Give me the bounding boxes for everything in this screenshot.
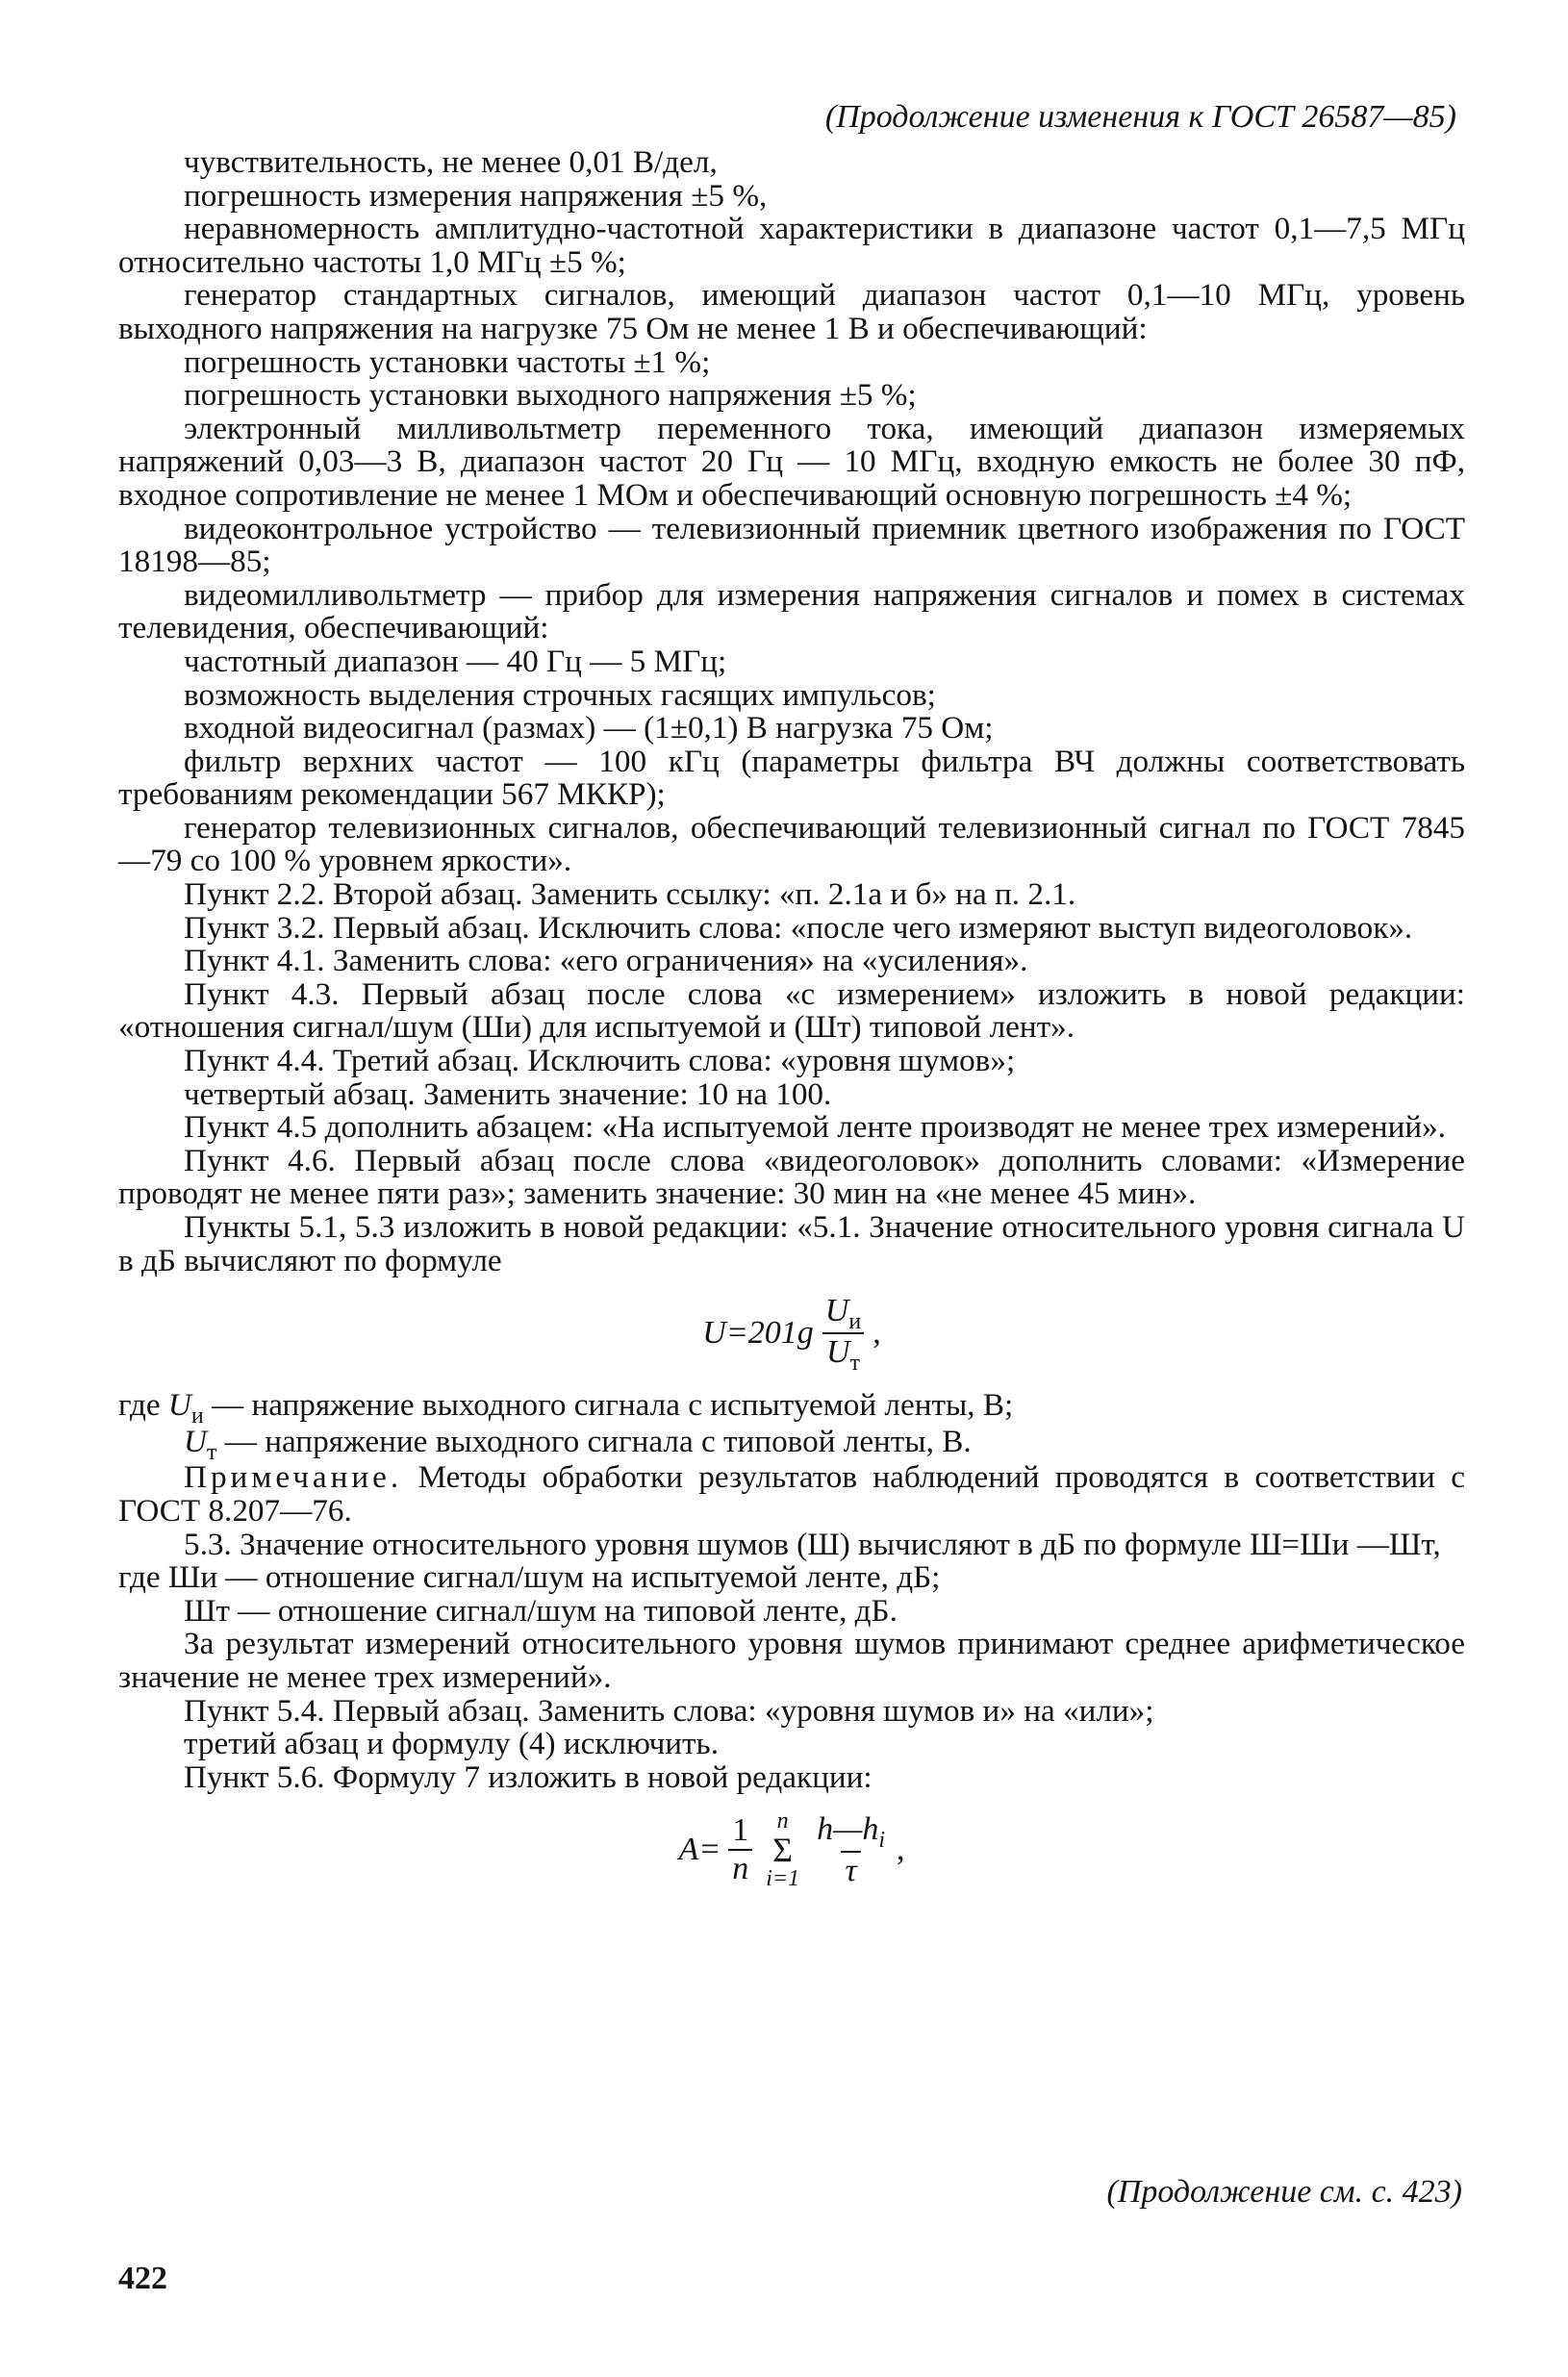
text-line: За результат измерений относительного уровня шумов принимают среднее арифметическое значение не менее трех измерений». — [118, 1626, 1465, 1695]
text-line: генератор телевизионных сигналов, обеспечивающий телевизионный сигнал по ГОСТ 7845—79 со 100 % уровнем яркости». — [118, 809, 1465, 879]
text-line: погрешность установки частоты ±1 %; — [184, 343, 711, 380]
where-definition: — напряжение выходного сигнала с испытуемой ленты, В; — [211, 1387, 1014, 1424]
signal-level-formula — [118, 1277, 1465, 1389]
text-line: погрешность установки выходного напряжения ±5 %; — [184, 377, 917, 414]
formula-fraction — [822, 1293, 865, 1377]
text-line: Пункт 5.4. Первый абзац. Заменить слова: «уровня шумов и» на «или»; — [184, 1692, 1154, 1729]
formula-denominator-sub: т — [849, 1351, 861, 1377]
page-number: 422 — [118, 2261, 167, 2296]
where-prefix: где — [118, 1387, 161, 1424]
formula-denominator: U — [825, 1334, 850, 1371]
text-line: четвертый абзац. Заменить значение: 10 на 100. — [184, 1075, 832, 1112]
sum-lower: i=1 — [766, 1866, 800, 1892]
where-symbol: U — [167, 1387, 191, 1424]
text-line: Пункт 4.6. Первый абзац после слова «видеоголовок» дополнить словами: «Измерение проводят не менее пяти раз»; заменить значение: 30 мин на «не менее 45 мин». — [118, 1142, 1465, 1212]
formula2-lhs: A= — [678, 1832, 721, 1868]
text-line: Пункт 4.3. Первый абзац после слова «с измерением» изложить в новой редакции: «отношения сигнал/шум (Ши) для испытуемой и (Шт) типовой лент». — [118, 975, 1465, 1046]
formula-comma: , — [873, 1314, 881, 1351]
text-line: чувствительность, не менее 0,01 В/дел, — [184, 144, 718, 180]
formula2-fraction-1 — [728, 1812, 752, 1887]
where-symbol-sub: т — [206, 1439, 217, 1465]
text-line: погрешность измерения напряжения ±5 %, — [184, 177, 768, 214]
text-line: видеоконтрольное устройство — телевизионный приемник цветного изображения по ГОСТ 18198—85; — [118, 510, 1465, 580]
formula2-den2: τ — [841, 1851, 860, 1889]
text-line: частотный диапазон — 40 Гц — 5 МГц; — [184, 643, 727, 679]
text-line: электронный милливольтметр переменного тока, имеющий диапазон измеряемых напряжений 0,03—3 В, диапазон частот 20 Гц — 10 МГц, входную емкость не более 30 пФ, входное сопротивление не менее 1 МОм и обеспечивающий основную погрешность ±4 %; — [118, 410, 1465, 513]
where-definition: — напряжение выходного сигнала с типовой ленты, В. — [224, 1423, 972, 1459]
text-line: где Ши — отношение сигнал/шум на испытуемой ленте, дБ; — [118, 1559, 941, 1596]
text-line: видеомилливольтметр — прибор для измерения напряжения сигналов и помех в системах телевидения, обеспечивающий: — [118, 576, 1465, 646]
formula-numerator: U — [824, 1293, 849, 1329]
formula2-num2-sub: i — [878, 1827, 885, 1853]
formula2-num2: h—h — [817, 1810, 879, 1847]
where-symbol: U — [184, 1423, 207, 1459]
formula-7 — [118, 1794, 1465, 1906]
formula2-den1: n — [728, 1849, 752, 1887]
text-line: Пункты 5.1, 5.3 изложить в новой редакции: «5.1. Значение относительного уровня сигнала U в дБ вычисляют по формуле — [118, 1209, 1465, 1278]
formula2-num1: 1 — [732, 1812, 749, 1849]
continuation-header: (Продолжение изменения к ГОСТ 26587—85) — [824, 99, 1456, 135]
text-line: третий абзац и формулу (4) исключить. — [184, 1726, 719, 1762]
sum-symbol: Σ — [772, 1831, 794, 1870]
note-label: Примечание. — [184, 1459, 403, 1496]
document-body — [118, 146, 1465, 1906]
text-line: Пункт 3.2. Первый абзац. Исключить слова: «после чего измеряют выступ видеоголовок». — [184, 909, 1413, 946]
text-line: возможность выделения строчных гасящих импульсов; — [184, 676, 936, 713]
text-line: Пункт 4.4. Третий абзац. Исключить слова: «уровня шумов»; — [184, 1043, 1016, 1079]
sum-upper: n — [776, 1808, 789, 1834]
note — [118, 1461, 1465, 1528]
text-line: Пункт 2.2. Второй абзац. Заменить ссылку: «п. 2.1а и б» на п. 2.1. — [184, 876, 1076, 913]
formula2-fraction-2 — [813, 1811, 889, 1889]
text-line: Шт — отношение сигнал/шум на типовой ленте, дБ. — [184, 1592, 898, 1629]
note-text: Методы обработки результатов наблюдений проводятся в соответствии с ГОСТ 8.207—76. — [118, 1459, 1466, 1529]
continuation-footer: (Продолжение см. с. 423) — [1106, 2174, 1462, 2210]
formula2-comma: , — [897, 1832, 905, 1868]
formula-lhs: U=201g — [702, 1314, 814, 1351]
text-line: входной видеосигнал (размах) — (1±0,1) В нагрузка 75 Ом; — [184, 710, 994, 746]
text-line: неравномерность амплитудно-частотной характеристики в диапазоне частот 0,1—7,5 МГц относительно частоты 1,0 МГц ±5 %; — [118, 211, 1465, 280]
summation — [766, 1809, 799, 1890]
where-line — [118, 1423, 1465, 1465]
text-line: Пункт 4.1. Заменить слова: «его ограничения» на «усиления». — [184, 943, 1028, 979]
text-line: Пункт 5.6. Формулу 7 изложить в новой редакции: — [184, 1758, 873, 1795]
formula-numerator-sub: и — [848, 1309, 862, 1335]
text-line: Пункт 4.5 дополнить абзацем: «На испытуемой ленте производят не менее трех измерений». — [184, 1109, 1446, 1146]
where-symbol-sub: и — [190, 1403, 204, 1429]
text-line: генератор стандартных сигналов, имеющий диапазон частот 0,1—10 МГц, уровень выходного напряжения на нагрузке 75 Ом не менее 1 В и обеспечивающий: — [118, 277, 1465, 346]
where-line — [118, 1387, 1465, 1429]
text-line: 5.3. Значение относительного уровня шумов (Ш) вычисляют в дБ по формуле Ш=Ши —Шт, — [184, 1526, 1441, 1562]
text-line: фильтр верхних частот — 100 кГц (параметры фильтра ВЧ должны соответствовать требованиям рекомендации 567 МККР); — [118, 743, 1465, 813]
